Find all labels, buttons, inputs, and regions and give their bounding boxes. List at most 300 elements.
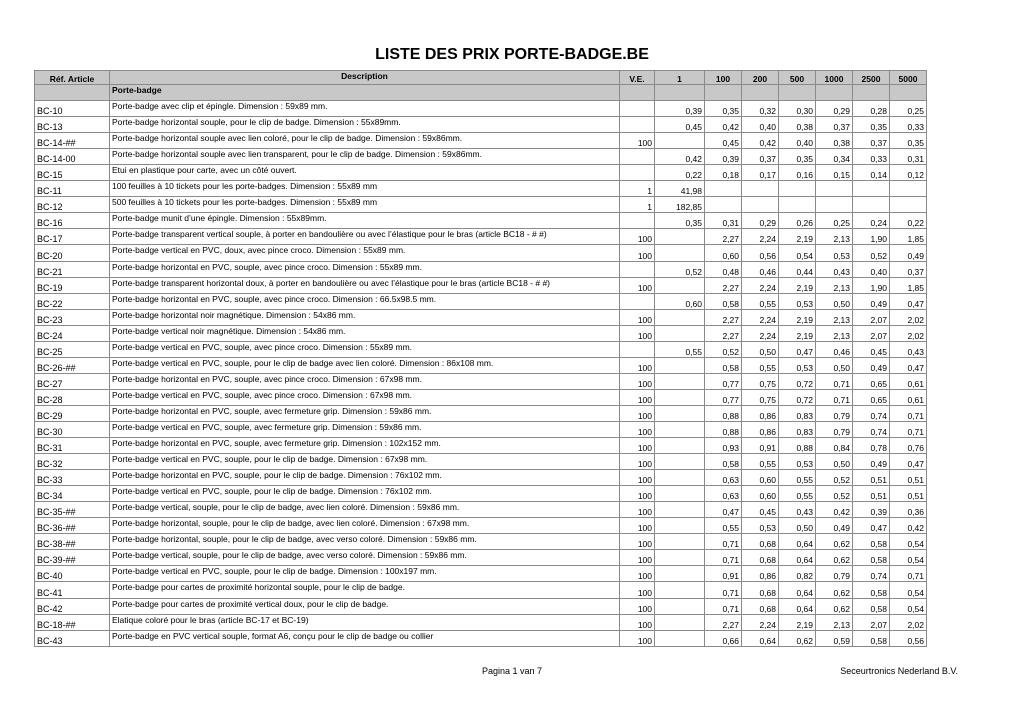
cell-price-5000: 0,54 <box>890 598 927 614</box>
cell-price-100: 0,88 <box>705 405 742 421</box>
cell-ref: BC-17 <box>35 229 110 245</box>
cell-ve: 100 <box>620 357 655 373</box>
table-row <box>35 165 927 181</box>
cell-price-2500: 1,90 <box>853 277 890 293</box>
cell-price-1000: 0,25 <box>816 213 853 229</box>
cell-price-200: 0,53 <box>742 518 779 534</box>
cell-price-100: 0,35 <box>705 101 742 117</box>
cell-price-100: 0,63 <box>705 470 742 486</box>
cell-description: Porte-badge horizontal souple avec lien coloré, pour le clip de badge. Dimension : 59x86mm. <box>110 133 620 149</box>
cell-ve: 100 <box>620 277 655 293</box>
cell-price-100 <box>705 197 742 213</box>
cell-price-200: 2,24 <box>742 325 779 341</box>
cell-price-500: 0,43 <box>779 502 816 518</box>
cell-ref: BC-21 <box>35 261 110 277</box>
cell-price-5000: 0,54 <box>890 534 927 550</box>
cell-price-5000: 2,02 <box>890 325 927 341</box>
cell-price-5000: 0,47 <box>890 357 927 373</box>
cell-ve: 100 <box>620 614 655 630</box>
cell-price-2500 <box>853 181 890 197</box>
table-row <box>35 149 927 165</box>
cell-price-5000 <box>890 181 927 197</box>
table-row <box>35 245 927 261</box>
cell-price-1000: 0,62 <box>816 534 853 550</box>
col-header-qty-2500: 2500 <box>853 71 890 85</box>
table-row <box>35 421 927 437</box>
col-header-qty-1000: 1000 <box>816 71 853 85</box>
cell-price-1 <box>655 325 705 341</box>
cell-price-1000: 0,38 <box>816 133 853 149</box>
cell-ref: BC-41 <box>35 582 110 598</box>
cell-price-200: 2,24 <box>742 277 779 293</box>
cell-price-500: 0,72 <box>779 373 816 389</box>
cell-ref: BC-18-## <box>35 614 110 630</box>
cell-price-1000: 2,13 <box>816 614 853 630</box>
cell-description: Porte-badge transparent horizontal doux, à porter en bandoulière ou avec l’élastique pour le bras (article BC18 - # #) <box>110 277 620 293</box>
cell-price-2500: 0,52 <box>853 245 890 261</box>
cell-price-2500: 0,33 <box>853 149 890 165</box>
cell-ve: 100 <box>620 438 655 454</box>
table-row <box>35 438 927 454</box>
table-row <box>35 502 927 518</box>
cell-ve: 100 <box>620 566 655 582</box>
cell-price-100: 0,18 <box>705 165 742 181</box>
cell-price-200: 0,91 <box>742 438 779 454</box>
table-row <box>35 181 927 197</box>
table-row <box>35 293 927 309</box>
cell-ve: 100 <box>620 518 655 534</box>
cell-price-2500: 0,14 <box>853 165 890 181</box>
cell-price-200: 0,64 <box>742 630 779 646</box>
cell-price-500: 2,19 <box>779 229 816 245</box>
cell-price-200: 2,24 <box>742 229 779 245</box>
table-row <box>35 277 927 293</box>
cell-price-100: 0,66 <box>705 630 742 646</box>
cell-ve <box>620 261 655 277</box>
cell-description: Porte-badge vertical en PVC, souple, avec pince croco. Dimension : 55x89 mm. <box>110 341 620 357</box>
table-row <box>35 213 927 229</box>
cell-ref: BC-16 <box>35 213 110 229</box>
col-header-qty-1: 1 <box>655 71 705 85</box>
cell-price-1000: 0,71 <box>816 389 853 405</box>
company-name: Seceurtronics Nederland B.V. <box>840 666 958 676</box>
cell-price-500: 0,62 <box>779 630 816 646</box>
cell-price-5000: 0,43 <box>890 341 927 357</box>
cell-price-2500: 1,90 <box>853 229 890 245</box>
cell-price-500: 0,54 <box>779 245 816 261</box>
cell-price-200: 0,45 <box>742 502 779 518</box>
cell-price-1000: 0,84 <box>816 438 853 454</box>
cell-price-100: 2,27 <box>705 614 742 630</box>
cell-price-100: 0,58 <box>705 454 742 470</box>
cell-ve <box>620 213 655 229</box>
cell-price-1: 0,39 <box>655 101 705 117</box>
cell-description: Porte-badge horizontal en PVC, souple, avec pince croco. Dimension : 55x89 mm. <box>110 261 620 277</box>
cell-ref: BC-32 <box>35 454 110 470</box>
col-header-qty-500: 500 <box>779 71 816 85</box>
cell-price-200: 0,68 <box>742 534 779 550</box>
cell-price-1 <box>655 630 705 646</box>
cell-ve: 100 <box>620 486 655 502</box>
cell-price-5000: 0,76 <box>890 438 927 454</box>
cell-price-1: 0,55 <box>655 341 705 357</box>
cell-price-5000: 0,37 <box>890 261 927 277</box>
cell-price-2500: 0,35 <box>853 117 890 133</box>
cell-ve: 100 <box>620 309 655 325</box>
cell-price-200: 0,50 <box>742 341 779 357</box>
table-row <box>35 325 927 341</box>
table-row <box>35 197 927 213</box>
cell-description: Porte-badge horizontal en PVC, souple, avec pince croco. Dimension : 66.5x98.5 mm. <box>110 293 620 309</box>
cell-price-100: 0,71 <box>705 550 742 566</box>
cell-price-5000: 0,36 <box>890 502 927 518</box>
cell-price-1000: 0,46 <box>816 341 853 357</box>
cell-price-1000: 0,52 <box>816 470 853 486</box>
cell-ve <box>620 341 655 357</box>
cell-price-1 <box>655 614 705 630</box>
cell-price-100: 0,58 <box>705 293 742 309</box>
cell-description: Elatique coloré pour le bras (article BC-17 et BC-19) <box>110 614 620 630</box>
cell-price-100: 0,31 <box>705 213 742 229</box>
price-table <box>34 70 927 647</box>
cell-price-2500: 0,74 <box>853 566 890 582</box>
cell-ref: BC-39-## <box>35 550 110 566</box>
cell-price-2500: 0,37 <box>853 133 890 149</box>
cell-price-100: 0,71 <box>705 598 742 614</box>
cell-price-5000: 0,51 <box>890 470 927 486</box>
cell-price-1000: 2,13 <box>816 229 853 245</box>
table-row <box>35 133 927 149</box>
cell-price-200: 0,55 <box>742 454 779 470</box>
cell-ve <box>620 149 655 165</box>
cell-price-1000: 0,43 <box>816 261 853 277</box>
cell-ve: 100 <box>620 550 655 566</box>
cell-price-1: 0,45 <box>655 117 705 133</box>
cell-description: Porte-badge vertical en PVC, doux, avec pince croco. Dimension : 55x89 mm. <box>110 245 620 261</box>
col-header-qty-100: 100 <box>705 71 742 85</box>
cell-description: Porte-badge vertical en PVC, souple, pour le clip de badge. Dimension : 100x197 mm. <box>110 566 620 582</box>
cell-ve: 1 <box>620 181 655 197</box>
cell-price-500: 0,55 <box>779 486 816 502</box>
cell-ref: BC-40 <box>35 566 110 582</box>
cell-price-200: 0,32 <box>742 101 779 117</box>
cell-price-200 <box>742 197 779 213</box>
cell-ve: 100 <box>620 405 655 421</box>
cell-price-100: 0,52 <box>705 341 742 357</box>
cell-price-100: 0,60 <box>705 245 742 261</box>
cell-description: Porte-badge vertical en PVC, souple, avec pince croco. Dimension : 67x98 mm. <box>110 389 620 405</box>
cell-price-100: 0,47 <box>705 502 742 518</box>
cell-ve: 100 <box>620 502 655 518</box>
cell-price-100: 2,27 <box>705 277 742 293</box>
cell-ref: BC-36-## <box>35 518 110 534</box>
header-row <box>35 71 927 85</box>
cell-price-500: 0,88 <box>779 438 816 454</box>
cell-price-5000: 0,71 <box>890 405 927 421</box>
page-number: Pagina 1 van 7 <box>481 666 543 676</box>
cell-price-1 <box>655 454 705 470</box>
cell-ref: BC-13 <box>35 117 110 133</box>
cell-price-200 <box>742 181 779 197</box>
cell-price-200: 0,68 <box>742 550 779 566</box>
cell-description: Porte-badge vertical en PVC, souple, pour le clip de badge avec lien coloré. Dimension : 86x108 mm. <box>110 357 620 373</box>
cell-price-1000: 2,13 <box>816 277 853 293</box>
cell-price-500: 0,53 <box>779 293 816 309</box>
cell-price-500: 0,35 <box>779 149 816 165</box>
cell-ref: BC-26-## <box>35 357 110 373</box>
cell-price-5000: 0,31 <box>890 149 927 165</box>
col-header-qty-200: 200 <box>742 71 779 85</box>
cell-description: Porte-badge horizontal en PVC, souple, pour le clip de badge. Dimension : 76x102 mm. <box>110 470 620 486</box>
cell-description: Porte-badge horizontal en PVC, souple, avec fermeture grip. Dimension : 59x86 mm. <box>110 405 620 421</box>
cell-price-100: 0,48 <box>705 261 742 277</box>
cell-price-1 <box>655 566 705 582</box>
cell-price-500: 0,44 <box>779 261 816 277</box>
cell-price-2500: 0,51 <box>853 470 890 486</box>
cell-price-2500: 0,24 <box>853 213 890 229</box>
cell-price-1 <box>655 405 705 421</box>
cell-price-500: 2,19 <box>779 277 816 293</box>
cell-price-500: 0,50 <box>779 518 816 534</box>
cell-price-2500: 0,58 <box>853 630 890 646</box>
cell-price-200: 0,29 <box>742 213 779 229</box>
cell-price-2500: 0,49 <box>853 454 890 470</box>
cell-ref: BC-29 <box>35 405 110 421</box>
cell-price-2500: 0,49 <box>853 357 890 373</box>
cell-price-2500: 2,07 <box>853 309 890 325</box>
cell-price-200: 0,86 <box>742 421 779 437</box>
cell-description: Porte-badge horizontal souple avec lien transparent, pour le clip de badge. Dimension : 59x86mm. <box>110 149 620 165</box>
cell-price-200: 0,86 <box>742 566 779 582</box>
cell-price-1 <box>655 133 705 149</box>
cell-price-1 <box>655 389 705 405</box>
cell-ve: 1 <box>620 197 655 213</box>
cell-price-200: 0,60 <box>742 486 779 502</box>
cell-description: Porte-badge horizontal en PVC, souple, avec fermeture grip. Dimension : 102x152 mm. <box>110 438 620 454</box>
cell-ref: BC-20 <box>35 245 110 261</box>
cell-price-1 <box>655 229 705 245</box>
cell-ref: BC-27 <box>35 373 110 389</box>
cell-price-100: 2,27 <box>705 229 742 245</box>
cell-price-5000: 0,22 <box>890 213 927 229</box>
cell-price-100: 0,93 <box>705 438 742 454</box>
col-header-qty-5000: 5000 <box>890 71 927 85</box>
cell-price-2500: 0,47 <box>853 518 890 534</box>
cell-ref: BC-14-## <box>35 133 110 149</box>
cell-price-1: 0,35 <box>655 213 705 229</box>
cell-price-100: 0,42 <box>705 117 742 133</box>
cell-price-5000: 0,51 <box>890 486 927 502</box>
table-row <box>35 229 927 245</box>
cell-ref: BC-43 <box>35 630 110 646</box>
table-row <box>35 101 927 117</box>
cell-price-5000: 0,33 <box>890 117 927 133</box>
cell-price-1000: 0,50 <box>816 293 853 309</box>
cell-price-1000: 2,13 <box>816 309 853 325</box>
cell-price-500 <box>779 197 816 213</box>
cell-price-500: 0,64 <box>779 534 816 550</box>
cell-price-100: 0,71 <box>705 582 742 598</box>
cell-price-5000: 0,25 <box>890 101 927 117</box>
cell-price-200: 2,24 <box>742 614 779 630</box>
cell-ve: 100 <box>620 582 655 598</box>
cell-price-500: 0,55 <box>779 470 816 486</box>
cell-ve: 100 <box>620 229 655 245</box>
cell-price-200: 0,86 <box>742 405 779 421</box>
cell-description: Porte-badge vertical en PVC, souple, pour le clip de badge. Dimension : 67x98 mm. <box>110 454 620 470</box>
cell-ve: 100 <box>620 245 655 261</box>
cell-price-1 <box>655 486 705 502</box>
cell-description: Porte-badge pour cartes de proximité vertical doux, pour le clip de badge. <box>110 598 620 614</box>
cell-price-5000 <box>890 197 927 213</box>
cell-description: Porte-badge vertical noir magnétique. Dimension : 54x86 mm. <box>110 325 620 341</box>
cell-price-2500: 0,65 <box>853 389 890 405</box>
cell-ref: BC-34 <box>35 486 110 502</box>
cell-price-1 <box>655 534 705 550</box>
cell-price-1: 0,52 <box>655 261 705 277</box>
cell-price-5000: 0,47 <box>890 293 927 309</box>
cell-price-1000: 2,13 <box>816 325 853 341</box>
cell-price-5000: 0,42 <box>890 518 927 534</box>
table-row <box>35 486 927 502</box>
col-header-ref: Réf. Article <box>35 71 110 85</box>
cell-price-200: 0,56 <box>742 245 779 261</box>
cell-description: Porte-badge horizontal noir magnétique. Dimension : 54x86 mm. <box>110 309 620 325</box>
cell-ve: 100 <box>620 133 655 149</box>
cell-price-5000: 1,85 <box>890 277 927 293</box>
cell-price-100 <box>705 181 742 197</box>
cell-price-1 <box>655 582 705 598</box>
cell-price-1: 0,42 <box>655 149 705 165</box>
table-row <box>35 566 927 582</box>
table-row <box>35 518 927 534</box>
cell-description: Porte-badge avec clip et épingle. Dimension : 59x89 mm. <box>110 101 620 117</box>
table-row <box>35 117 927 133</box>
cell-price-500: 0,26 <box>779 213 816 229</box>
cell-price-1 <box>655 421 705 437</box>
cell-price-5000: 0,54 <box>890 550 927 566</box>
cell-description: Porte-badge vertical en PVC, souple, avec fermeture grip. Dimension : 59x86 mm. <box>110 421 620 437</box>
cell-price-200: 2,24 <box>742 309 779 325</box>
cell-ref: BC-23 <box>35 309 110 325</box>
cell-description: Porte-badge vertical, souple, pour le clip de badge, avec verso coloré. Dimension : 59x86 mm. <box>110 550 620 566</box>
cell-ve: 100 <box>620 421 655 437</box>
cell-description: Porte-badge horizontal, souple, pour le clip de badge, avec lien coloré. Dimension : 67x98 mm. <box>110 518 620 534</box>
cell-price-500: 0,53 <box>779 454 816 470</box>
table-row <box>35 630 927 646</box>
cell-price-1 <box>655 518 705 534</box>
cell-ve: 100 <box>620 373 655 389</box>
cell-price-500: 0,82 <box>779 566 816 582</box>
table-row <box>35 341 927 357</box>
cell-price-2500: 0,51 <box>853 486 890 502</box>
cell-ve <box>620 117 655 133</box>
table-row <box>35 389 927 405</box>
cell-price-2500: 0,49 <box>853 293 890 309</box>
cell-price-1000: 0,42 <box>816 502 853 518</box>
cell-price-2500: 0,39 <box>853 502 890 518</box>
cell-price-2500: 0,74 <box>853 405 890 421</box>
cell-price-100: 0,91 <box>705 566 742 582</box>
cell-price-2500: 0,58 <box>853 550 890 566</box>
cell-price-200: 0,55 <box>742 357 779 373</box>
cell-price-100: 2,27 <box>705 325 742 341</box>
cell-price-500: 0,47 <box>779 341 816 357</box>
cell-price-5000: 0,61 <box>890 373 927 389</box>
cell-description: Porte-badge transparent vertical souple, à porter en bandoulière ou avec l’élastique pour le bras (article BC18 - # #) <box>110 229 620 245</box>
cell-ve <box>620 165 655 181</box>
cell-ref: BC-11 <box>35 181 110 197</box>
cell-description: Porte-badge vertical en PVC, souple, pour le clip de badge. Dimension : 76x102 mm. <box>110 486 620 502</box>
cell-description: Etui en plastique pour carte, avec un côté ouvert. <box>110 165 620 181</box>
table-row <box>35 454 927 470</box>
cell-price-200: 0,68 <box>742 582 779 598</box>
cell-price-500: 2,19 <box>779 309 816 325</box>
cell-price-500: 0,38 <box>779 117 816 133</box>
table-row <box>35 598 927 614</box>
cell-description: Porte-badge vertical, souple, pour le clip de badge, avec lien coloré. Dimension : 59x86 mm. <box>110 502 620 518</box>
cell-ve: 100 <box>620 630 655 646</box>
table-row <box>35 614 927 630</box>
cell-price-200: 0,40 <box>742 117 779 133</box>
cell-price-1000: 0,79 <box>816 566 853 582</box>
cell-description: Porte-badge en PVC vertical souple, format A6, conçu pour le clip de badge ou collier <box>110 630 620 646</box>
cell-price-100: 2,27 <box>705 309 742 325</box>
cell-price-1000 <box>816 181 853 197</box>
cell-description: Porte-badge horizontal en PVC, souple, avec pince croco. Dimension : 67x98 mm. <box>110 373 620 389</box>
cell-price-100: 0,55 <box>705 518 742 534</box>
cell-price-1000: 0,62 <box>816 582 853 598</box>
cell-price-100: 0,77 <box>705 389 742 405</box>
cell-price-1 <box>655 438 705 454</box>
cell-price-500: 0,64 <box>779 598 816 614</box>
cell-price-100: 0,45 <box>705 133 742 149</box>
cell-price-5000: 0,49 <box>890 245 927 261</box>
cell-ref: BC-33 <box>35 470 110 486</box>
cell-price-2500: 0,65 <box>853 373 890 389</box>
cell-price-500: 0,72 <box>779 389 816 405</box>
cell-price-2500: 0,40 <box>853 261 890 277</box>
page-title: LISTE DES PRIX PORTE-BADGE.BE <box>375 46 649 63</box>
cell-price-1 <box>655 550 705 566</box>
cell-price-100: 0,71 <box>705 534 742 550</box>
cell-price-1 <box>655 598 705 614</box>
col-header-ve: V.E. <box>620 71 655 85</box>
cell-description: 100 feuilles à 10 tickets pour les porte-badges. Dimension : 55x89 mm <box>110 181 620 197</box>
cell-price-200: 0,68 <box>742 598 779 614</box>
cell-price-500: 0,16 <box>779 165 816 181</box>
cell-price-200: 0,75 <box>742 389 779 405</box>
cell-price-5000: 0,61 <box>890 389 927 405</box>
cell-price-2500: 2,07 <box>853 325 890 341</box>
cell-price-5000: 0,71 <box>890 421 927 437</box>
cell-ref: BC-30 <box>35 421 110 437</box>
table-row <box>35 534 927 550</box>
cell-ve: 100 <box>620 454 655 470</box>
cell-price-1000: 0,62 <box>816 550 853 566</box>
cell-description: 500 feuilles à 10 tickets pour les porte-badges. Dimension : 55x89 mm <box>110 197 620 213</box>
cell-price-1000: 0,79 <box>816 421 853 437</box>
cell-price-1000: 0,53 <box>816 245 853 261</box>
table-row <box>35 582 927 598</box>
cell-price-5000: 0,56 <box>890 630 927 646</box>
cell-price-1000: 0,34 <box>816 149 853 165</box>
cell-price-1 <box>655 309 705 325</box>
cell-price-1: 182,85 <box>655 197 705 213</box>
cell-description: Porte-badge horizontal, souple, pour le clip de badge, avec verso coloré. Dimension : 59x86 mm. <box>110 534 620 550</box>
cell-price-1 <box>655 502 705 518</box>
cell-ve: 100 <box>620 470 655 486</box>
